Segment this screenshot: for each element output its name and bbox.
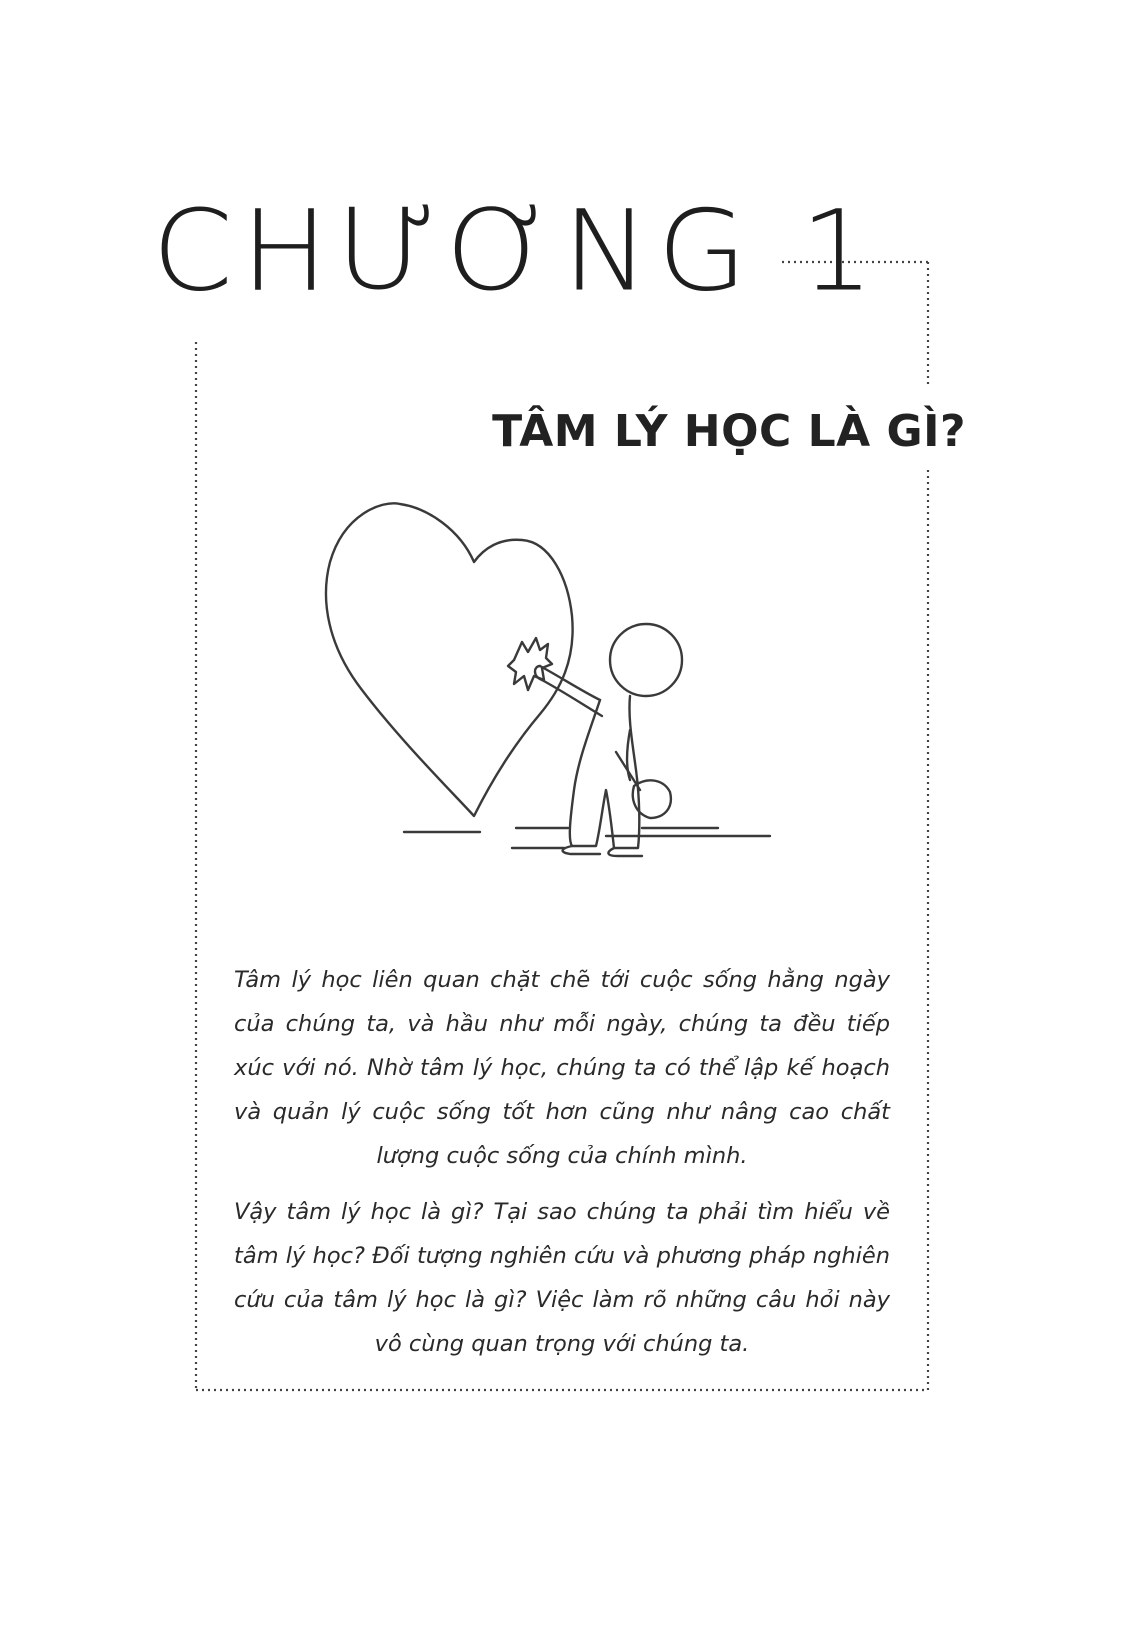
- heart-outline: [326, 503, 573, 816]
- body-paragraph-2: Vậy tâm lý học là gì? Tại sao chúng ta phải tìm hiểu về tâm lý học? Đối tượng nghiên cứu và phương pháp nghiên cứu của tâm lý học là gì? Việc làm rõ những câu hỏi này vô cùng quan trọng với chúng ta.: [234, 1199, 890, 1357]
- body-text: [234, 958, 890, 1378]
- section-title: TÂM LÝ HỌC LÀ GÌ?: [492, 406, 966, 457]
- body-paragraph-1: Tâm lý học liên quan chặt chẽ tới cuộc sống hằng ngày của chúng ta, và hầu như mỗi ngày, chúng ta đều tiếp xúc với nó. Nhờ tâm lý học, chúng ta có thể lập kế hoạch và quản lý cuộc sống tốt hơn cũng như nâng cao chất lượng cuộc sống của chính mình.: [234, 967, 890, 1169]
- chapter-title: CHƯƠNG 1: [152, 186, 882, 317]
- person-head: [610, 624, 682, 696]
- person-painting-heart-illustration: [300, 490, 820, 910]
- shovel: [616, 752, 671, 818]
